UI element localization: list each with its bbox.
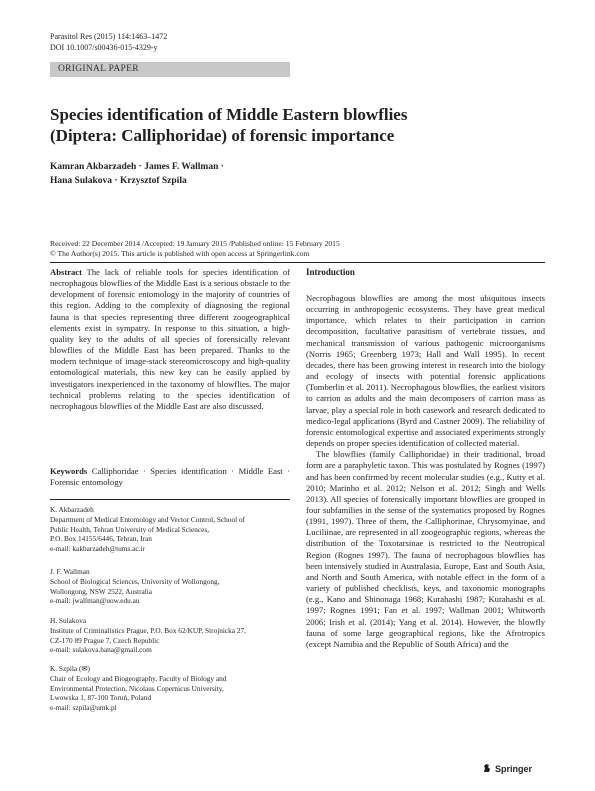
affiliation-line: J. F. Wallman xyxy=(50,567,90,576)
abstract xyxy=(50,267,290,412)
paragraph: The blowflies (family Calliphoridae) in their traditional, broad form are a paraphyletic taxon. This was postulated by Rognes (1997) and has been confirmed by recent molecular studies (e.g., Kutty et al. 2010; Marinho et al. 2012; Nelson et al. 2012; Singh and Wells 2013). All species of forensically important blowflies are grouped in four subfamilies in the sense of the systematics proposed by Rognes (1991, 1997). Three of them, the Calliphorinae, Chrysomyinae, and Luciliinae, are represented in all zoogeographic regions, whereas the distribution of the Toxotarsinae is restricted to the Neotropical Region (Rognes 1997). The fauna of necrophagous blowflies has been intensively studied in Australasia, Europe, East and South Asia, and North and South America, with notable effect in the form of a variety of published checklists, keys, and taxonomic monographs (e.g., Kano and Shinonaga 1968; Kurahashi 1987; Kurahashi et al. 1997; Rognes 1991; Fan et al. 1997; Wallman 2001; Whitworth 2006; Irish et al. (2014); Yang et al. 2014). However, the blowfly fauna of some large geographical regions, like the Afrotropics (except Namibia and the Republic of South Africa) and the xyxy=(306,449,545,649)
affiliation-line: Department of Medical Entomology and Vector Control, School of xyxy=(50,514,246,524)
publisher-logo xyxy=(482,763,532,774)
affiliation-szpila xyxy=(50,664,290,713)
affiliation-wallman xyxy=(50,567,290,606)
doi: DOI 10.1007/s00436-015-4329-y xyxy=(50,43,158,52)
affiliation-akbarzadeh xyxy=(50,505,290,554)
affiliation-line: e-mail: sulakova.hana@gmail.com xyxy=(50,645,152,655)
publisher-name: Springer xyxy=(495,764,533,774)
paragraph: Necrophagous blowflies are among the most ubiquitous insects occurring in anthropogenic ecosystems. They have great medical importance, which relates to their participation in carrion decomposition, facultative parasitism of vertebrate tissues, and mechanical transmission of various pathogenic microorganisms (Norris 1965; Greenberg 1973; Hall and Wall 1995). In recent decades, there has been growing interest in research into the biology and ecology of insects with potential forensic applications (Tomberlin et al. 2011). Necrophagous blowflies, the earliest visitors to carrion as adults and the main decomposers of carrion mass as larvae, play a special role in both casework and research dedicated to medico-legal applications (Byrd and Castner 2009). The reliability of forensic entomological expertise and associated experiments strongly depends on proper species identification of collected material. xyxy=(306,293,545,449)
affiliation-sulakova xyxy=(50,616,290,655)
article-type-label: ORIGINAL PAPER xyxy=(58,64,139,74)
springer-horse-icon xyxy=(482,763,492,773)
affiliation-line: Public Health, Tehran University of Medical Sciences, xyxy=(50,524,210,534)
journal-citation: Parasitol Res (2015) 114:1463–1472 xyxy=(50,32,168,41)
divider xyxy=(50,499,290,500)
affiliation-line: H. Sulakova xyxy=(50,616,87,625)
author-line: Kamran Akbarzadeh · James F. Wallman · xyxy=(50,162,224,172)
running-header xyxy=(50,31,167,53)
affiliation-line: P.O. Box 14155/6446, Tehran, Iran xyxy=(50,534,152,544)
affiliation-line: School of Biological Sciences, University of Wollongong, xyxy=(50,576,220,586)
affiliation-line: Chair of Ecology and Biogeography, Faculty of Biology and xyxy=(50,673,227,683)
affiliation-line: CZ-170 89 Prague 7, Czech Republic xyxy=(50,635,160,645)
article-type-band xyxy=(50,62,290,77)
copyright-line: © The Author(s) 2015. This article is published with open access at Springerlink.com xyxy=(50,249,310,258)
keywords xyxy=(50,466,290,488)
abstract-text: The lack of reliable tools for species identification of necrophagous blowflies of the Middle East is a serious obstacle to the development of forensic entomology in the majority of countries of this region. Adding to the complexity of diagnosing the regional fauna is that species representing three different zoogeographical elements exist in sympatry. In response to this situation, a high-quality key to the adults of all species of forensically relevant blowflies of the Middle East has been prepared. Thanks to the modern technique of image-stack stereomicroscopy and high-quality entomological materials, this new key can be easily applied by investigators inexperienced in the taxonomy of blowflies. The major technical problems relating to the species identification of necrophagous blowflies of the Middle East are also discussed. xyxy=(50,267,291,411)
publication-history xyxy=(50,239,340,259)
divider xyxy=(50,262,545,263)
section-heading-introduction: Introduction xyxy=(306,267,355,277)
introduction-body xyxy=(306,293,545,650)
dates-line: Received: 22 December 2014 /Accepted: 19 January 2015 /Published online: 15 February 2015 xyxy=(50,239,340,248)
affiliation-line: K. Akbarzadeh xyxy=(50,505,94,514)
affiliation-line: e-mail: kakbarzadeh@tums.ac.ir xyxy=(50,544,145,554)
abstract-label: Abstract xyxy=(50,267,82,277)
article-title xyxy=(50,104,530,146)
title-line: (Diptera: Calliphoridae) of forensic importance xyxy=(50,126,395,145)
affiliation-line: e-mail: szpila@umk.pl xyxy=(50,703,117,713)
title-line: Species identification of Middle Eastern blowflies xyxy=(50,105,408,124)
author-list xyxy=(50,160,224,188)
affiliation-line: Institute of Criminalistics Prague, P.O. Box 62/KUP, Strojnicka 27, xyxy=(50,625,246,635)
affiliation-line: Environmental Protection, Nicolaus Copernicus University, xyxy=(50,683,224,693)
keywords-text: Calliphoridae · Species identification · Middle East · Forensic entomology xyxy=(50,466,290,488)
affiliation-line: K. Szpila (✉) xyxy=(50,664,90,673)
author-line: Hana Sulakova · Krzysztof Szpila xyxy=(50,176,187,186)
affiliation-line: Lwowska 1, 87-100 Toruń, Poland xyxy=(50,693,152,703)
affiliation-line: e-mail: jwallman@uow.edu.au xyxy=(50,596,140,606)
keywords-label: Keywords xyxy=(50,466,88,476)
affiliation-line: Wollongong, NSW 2522, Australia xyxy=(50,586,153,596)
